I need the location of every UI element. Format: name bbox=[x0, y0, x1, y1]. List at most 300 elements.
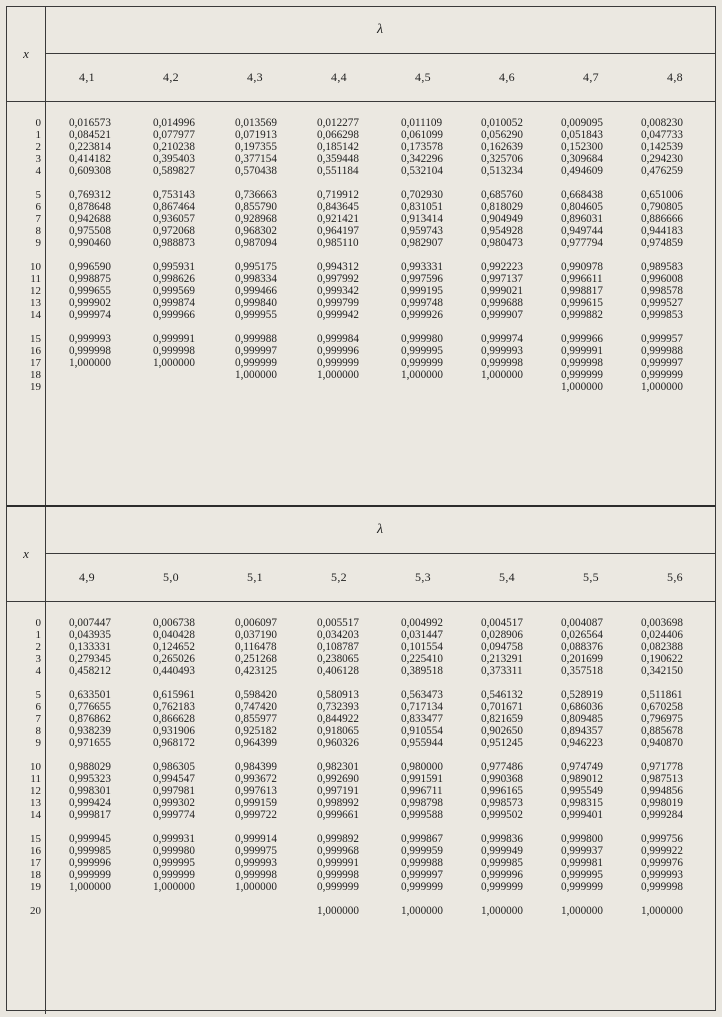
table-cell: 0,342150 bbox=[641, 665, 683, 677]
table-cell: 0,855977 bbox=[235, 713, 277, 725]
table-cell: 0,994856 bbox=[641, 785, 683, 797]
table-cell: 0,844922 bbox=[317, 713, 359, 725]
table-cell: 0,359448 bbox=[317, 153, 359, 165]
x-value: 13 bbox=[30, 297, 41, 309]
table-row bbox=[7, 617, 715, 629]
table-cell: 0,494609 bbox=[561, 165, 603, 177]
table-cell: 0,999021 bbox=[481, 285, 523, 297]
table-cell: 0,999999 bbox=[481, 881, 523, 893]
table-cell: 0,974859 bbox=[641, 237, 683, 249]
table-cell: 0,988029 bbox=[69, 761, 111, 773]
table-row bbox=[7, 833, 715, 845]
x-value: 14 bbox=[30, 809, 41, 821]
table-cell: 0,077977 bbox=[153, 129, 195, 141]
table-cell: 0,528919 bbox=[561, 689, 603, 701]
table-cell: 0,028906 bbox=[481, 629, 523, 641]
table-cell: 0,999867 bbox=[401, 833, 443, 845]
table-cell: 0,989583 bbox=[641, 261, 683, 273]
lambda-value-4: 5,2 bbox=[331, 569, 347, 584]
table-cell: 0,971778 bbox=[641, 761, 683, 773]
table-cell: 0,999966 bbox=[561, 333, 603, 345]
table-cell: 0,999722 bbox=[235, 809, 277, 821]
table-cell: 1,000000 bbox=[153, 357, 195, 369]
table-cell: 0,701671 bbox=[481, 701, 523, 713]
table-cell: 0,999995 bbox=[401, 345, 443, 357]
table-cell: 0,964399 bbox=[235, 737, 277, 749]
x-value: 18 bbox=[30, 869, 41, 881]
x-value: 17 bbox=[30, 857, 41, 869]
table-cell: 0,414182 bbox=[69, 153, 111, 165]
table-cell: 0,990368 bbox=[481, 773, 523, 785]
table-cell: 0,964197 bbox=[317, 225, 359, 237]
table-cell: 0,598420 bbox=[235, 689, 277, 701]
table-cell: 0,896031 bbox=[561, 213, 603, 225]
table-cell: 0,999997 bbox=[235, 345, 277, 357]
table-row bbox=[7, 141, 715, 153]
table-cell: 0,999502 bbox=[481, 809, 523, 821]
table-cell: 0,670258 bbox=[641, 701, 683, 713]
table-row bbox=[7, 857, 715, 869]
table-row bbox=[7, 701, 715, 713]
table-cell: 0,980473 bbox=[481, 237, 523, 249]
table-cell: 0,998798 bbox=[401, 797, 443, 809]
table-cell: 0,936057 bbox=[153, 213, 195, 225]
table-cell: 0,251268 bbox=[235, 653, 277, 665]
table-cell: 0,999774 bbox=[153, 809, 195, 821]
table-cell: 0,999424 bbox=[69, 797, 111, 809]
table-cell: 0,996711 bbox=[401, 785, 443, 797]
table-cell: 0,999748 bbox=[401, 297, 443, 309]
table-cell: 0,999993 bbox=[481, 345, 523, 357]
table-row bbox=[7, 381, 715, 393]
table-cell: 0,977486 bbox=[481, 761, 523, 773]
table-cell: 0,999995 bbox=[153, 857, 195, 869]
table-cell: 0,004087 bbox=[561, 617, 603, 629]
table-cell: 0,991591 bbox=[401, 773, 443, 785]
table-cell: 0,809485 bbox=[561, 713, 603, 725]
table-cell: 0,999957 bbox=[641, 333, 683, 345]
table-cell: 0,668438 bbox=[561, 189, 603, 201]
table-cell: 0,999966 bbox=[153, 309, 195, 321]
table-cell: 0,040428 bbox=[153, 629, 195, 641]
table-cell: 0,998301 bbox=[69, 785, 111, 797]
table-cell: 0,999945 bbox=[69, 833, 111, 845]
table-cell: 0,213291 bbox=[481, 653, 523, 665]
table-cell: 0,513234 bbox=[481, 165, 523, 177]
table-cell: 0,910554 bbox=[401, 725, 443, 737]
x-value: 19 bbox=[30, 881, 41, 893]
table-cell: 0,999975 bbox=[235, 845, 277, 857]
x-value: 18 bbox=[30, 369, 41, 381]
table-cell: 0,999998 bbox=[153, 345, 195, 357]
table-row bbox=[7, 797, 715, 809]
table-cell: 0,026564 bbox=[561, 629, 603, 641]
x-value: 7 bbox=[35, 713, 41, 725]
lambda-value-5: 5,3 bbox=[415, 569, 431, 584]
table-row bbox=[7, 297, 715, 309]
x-value: 16 bbox=[30, 845, 41, 857]
table-cell: 0,999799 bbox=[317, 297, 359, 309]
table-cell: 0,190622 bbox=[641, 653, 683, 665]
table-cell: 0,476259 bbox=[641, 165, 683, 177]
x-value: 1 bbox=[35, 129, 41, 141]
table-cell: 0,357518 bbox=[561, 665, 603, 677]
table-cell: 0,999999 bbox=[69, 869, 111, 881]
table-cell: 0,309684 bbox=[561, 153, 603, 165]
table-cell: 0,999985 bbox=[481, 857, 523, 869]
table-cell: 0,999401 bbox=[561, 809, 603, 821]
table-cell: 0,904949 bbox=[481, 213, 523, 225]
table-cell: 0,999988 bbox=[235, 333, 277, 345]
table-cell: 1,000000 bbox=[641, 905, 683, 917]
table-cell: 0,999688 bbox=[481, 297, 523, 309]
table-cell: 0,999836 bbox=[481, 833, 523, 845]
x-value: 12 bbox=[30, 785, 41, 797]
lambda-value-7: 5,5 bbox=[583, 569, 599, 584]
table-cell: 0,998019 bbox=[641, 797, 683, 809]
table-cell: 0,997981 bbox=[153, 785, 195, 797]
table-cell: 0,999926 bbox=[401, 309, 443, 321]
table-cell: 0,994547 bbox=[153, 773, 195, 785]
table-cell: 0,609308 bbox=[69, 165, 111, 177]
lambda-value-4: 4,4 bbox=[331, 69, 347, 84]
table-cell: 1,000000 bbox=[481, 369, 523, 381]
table-cell: 0,570438 bbox=[235, 165, 277, 177]
table-cell: 0,999937 bbox=[561, 845, 603, 857]
table-cell: 0,031447 bbox=[401, 629, 443, 641]
table-row bbox=[7, 905, 715, 917]
table-cell: 0,995549 bbox=[561, 785, 603, 797]
table-cell: 0,124652 bbox=[153, 641, 195, 653]
param-header-row bbox=[45, 553, 715, 602]
x-value: 14 bbox=[30, 309, 41, 321]
table-cell: 0,876862 bbox=[69, 713, 111, 725]
table-cell: 0,999882 bbox=[561, 309, 603, 321]
table-cell: 0,736663 bbox=[235, 189, 277, 201]
table-cell: 0,101554 bbox=[401, 641, 443, 653]
table-cell: 0,878648 bbox=[69, 201, 111, 213]
x-value: 2 bbox=[35, 641, 41, 653]
x-value: 0 bbox=[35, 617, 41, 629]
table-cell: 0,999991 bbox=[561, 345, 603, 357]
table-cell: 0,005517 bbox=[317, 617, 359, 629]
table-row bbox=[7, 809, 715, 821]
table-cell: 0,931906 bbox=[153, 725, 195, 737]
table-cell: 0,885678 bbox=[641, 725, 683, 737]
table-cell: 0,999840 bbox=[235, 297, 277, 309]
table-cell: 0,999756 bbox=[641, 833, 683, 845]
table-cell: 0,954928 bbox=[481, 225, 523, 237]
table-row bbox=[7, 737, 715, 749]
table-cell: 0,066298 bbox=[317, 129, 359, 141]
table-cell: 0,094758 bbox=[481, 641, 523, 653]
table-cell: 0,998578 bbox=[641, 285, 683, 297]
table-cell: 0,996165 bbox=[481, 785, 523, 797]
table-cell: 0,034203 bbox=[317, 629, 359, 641]
table-cell: 0,999942 bbox=[317, 309, 359, 321]
table-cell: 0,940870 bbox=[641, 737, 683, 749]
table-cell: 0,563473 bbox=[401, 689, 443, 701]
table-cell: 0,006097 bbox=[235, 617, 277, 629]
table-row bbox=[7, 665, 715, 677]
lambda-value-8: 4,8 bbox=[667, 69, 683, 84]
table-cell: 0,999914 bbox=[235, 833, 277, 845]
table-cell: 0,685760 bbox=[481, 189, 523, 201]
x-value: 15 bbox=[30, 833, 41, 845]
table-cell: 0,004517 bbox=[481, 617, 523, 629]
x-value: 3 bbox=[35, 653, 41, 665]
table-row bbox=[7, 189, 715, 201]
table-row bbox=[7, 369, 715, 381]
table-cell: 0,977794 bbox=[561, 237, 603, 249]
x-value: 5 bbox=[35, 189, 41, 201]
table-cell: 0,589827 bbox=[153, 165, 195, 177]
table-cell: 0,993672 bbox=[235, 773, 277, 785]
x-value: 16 bbox=[30, 345, 41, 357]
table-cell: 0,551184 bbox=[317, 165, 359, 177]
lambda-value-8: 5,6 bbox=[667, 569, 683, 584]
table-cell: 0,986305 bbox=[153, 761, 195, 773]
table-cell: 0,999999 bbox=[153, 869, 195, 881]
table-cell: 0,373311 bbox=[481, 665, 523, 677]
x-value: 9 bbox=[35, 237, 41, 249]
table-cell: 0,071913 bbox=[235, 129, 277, 141]
table-cell: 0,999984 bbox=[317, 333, 359, 345]
table-row bbox=[7, 153, 715, 165]
table-row bbox=[7, 653, 715, 665]
table-cell: 0,051843 bbox=[561, 129, 603, 141]
table-cell: 0,938239 bbox=[69, 725, 111, 737]
table-cell: 0,511861 bbox=[641, 689, 683, 701]
table-row bbox=[7, 333, 715, 345]
table-cell: 0,999999 bbox=[561, 369, 603, 381]
x-value: 9 bbox=[35, 737, 41, 749]
table-cell: 0,996590 bbox=[69, 261, 111, 273]
table-cell: 0,999527 bbox=[641, 297, 683, 309]
table-cell: 0,999999 bbox=[641, 369, 683, 381]
table-cell: 0,960326 bbox=[317, 737, 359, 749]
table-cell: 0,999999 bbox=[317, 881, 359, 893]
table-cell: 0,010052 bbox=[481, 117, 523, 129]
table-cell: 0,867464 bbox=[153, 201, 195, 213]
table-cell: 0,992690 bbox=[317, 773, 359, 785]
table-cell: 0,999907 bbox=[481, 309, 523, 321]
table-cell: 0,003698 bbox=[641, 617, 683, 629]
table-cell: 1,000000 bbox=[69, 881, 111, 893]
lambda-value-5: 4,5 bbox=[415, 69, 431, 84]
table-cell: 0,999999 bbox=[561, 881, 603, 893]
table-cell: 0,998573 bbox=[481, 797, 523, 809]
table-cell: 0,201699 bbox=[561, 653, 603, 665]
table-cell: 0,999342 bbox=[317, 285, 359, 297]
table-cell: 0,016573 bbox=[69, 117, 111, 129]
lambda-value-7: 4,7 bbox=[583, 69, 599, 84]
x-value: 11 bbox=[30, 773, 41, 785]
table-cell: 0,855790 bbox=[235, 201, 277, 213]
x-value: 20 bbox=[30, 905, 41, 917]
table-row bbox=[7, 629, 715, 641]
table-cell: 0,999999 bbox=[401, 357, 443, 369]
table-cell: 0,532104 bbox=[401, 165, 443, 177]
table-cell: 0,999993 bbox=[641, 869, 683, 881]
page bbox=[6, 6, 716, 1011]
table-cell: 0,014996 bbox=[153, 117, 195, 129]
x-value: 12 bbox=[30, 285, 41, 297]
table-cell: 0,975508 bbox=[69, 225, 111, 237]
table-cell: 0,999615 bbox=[561, 297, 603, 309]
x-value: 13 bbox=[30, 797, 41, 809]
table-cell: 0,818029 bbox=[481, 201, 523, 213]
table-row bbox=[7, 725, 715, 737]
table-cell: 1,000000 bbox=[401, 905, 443, 917]
table-cell: 0,999195 bbox=[401, 285, 443, 297]
table-cell: 0,999999 bbox=[317, 357, 359, 369]
table-cell: 0,918065 bbox=[317, 725, 359, 737]
table-cell: 0,223814 bbox=[69, 141, 111, 153]
table-row bbox=[7, 881, 715, 893]
table-row bbox=[7, 869, 715, 881]
table-cell: 0,894357 bbox=[561, 725, 603, 737]
table-row bbox=[7, 713, 715, 725]
table-cell: 0,012277 bbox=[317, 117, 359, 129]
table-cell: 0,999588 bbox=[401, 809, 443, 821]
table-cell: 0,942688 bbox=[69, 213, 111, 225]
table-cell: 0,955944 bbox=[401, 737, 443, 749]
table-cell: 0,325706 bbox=[481, 153, 523, 165]
table-cell: 0,377154 bbox=[235, 153, 277, 165]
table-cell: 0,615961 bbox=[153, 689, 195, 701]
table-cell: 0,997992 bbox=[317, 273, 359, 285]
table-cell: 0,968302 bbox=[235, 225, 277, 237]
table-cell: 0,152300 bbox=[561, 141, 603, 153]
table-cell: 0,980000 bbox=[401, 761, 443, 773]
table-cell: 0,011109 bbox=[401, 117, 443, 129]
table-cell: 0,999817 bbox=[69, 809, 111, 821]
x-value: 10 bbox=[30, 261, 41, 273]
table-cell: 0,999985 bbox=[69, 845, 111, 857]
table-row bbox=[7, 761, 715, 773]
table-cell: 0,913414 bbox=[401, 213, 443, 225]
table-cell: 0,197355 bbox=[235, 141, 277, 153]
table-cell: 0,061099 bbox=[401, 129, 443, 141]
table-cell: 0,999997 bbox=[401, 869, 443, 881]
table-cell: 0,294230 bbox=[641, 153, 683, 165]
table-cell: 0,006738 bbox=[153, 617, 195, 629]
table-cell: 0,769312 bbox=[69, 189, 111, 201]
table-cell: 0,990460 bbox=[69, 237, 111, 249]
table-cell: 0,995931 bbox=[153, 261, 195, 273]
lambda-value-3: 5,1 bbox=[247, 569, 263, 584]
table-cell: 0,342296 bbox=[401, 153, 443, 165]
table-cell: 0,999968 bbox=[317, 845, 359, 857]
table-cell: 0,984399 bbox=[235, 761, 277, 773]
x-value: 15 bbox=[30, 333, 41, 345]
table-cell: 0,993331 bbox=[401, 261, 443, 273]
table-cell: 0,142539 bbox=[641, 141, 683, 153]
table-cell: 0,999976 bbox=[641, 857, 683, 869]
table-cell: 0,995175 bbox=[235, 261, 277, 273]
x-value: 8 bbox=[35, 225, 41, 237]
table-cell: 0,999998 bbox=[69, 345, 111, 357]
table-cell: 0,037190 bbox=[235, 629, 277, 641]
table-row bbox=[7, 273, 715, 285]
table-row bbox=[7, 201, 715, 213]
table-cell: 0,999974 bbox=[69, 309, 111, 321]
table-cell: 0,999284 bbox=[641, 809, 683, 821]
table-cell: 0,043935 bbox=[69, 629, 111, 641]
table-row bbox=[7, 845, 715, 857]
table-cell: 0,999661 bbox=[317, 809, 359, 821]
table-cell: 0,968172 bbox=[153, 737, 195, 749]
table-cell: 0,999949 bbox=[481, 845, 523, 857]
table-cell: 0,999998 bbox=[481, 357, 523, 369]
lambda-header: λ bbox=[45, 507, 715, 554]
table-row bbox=[7, 261, 715, 273]
table-cell: 0,925182 bbox=[235, 725, 277, 737]
table-cell: 1,000000 bbox=[561, 905, 603, 917]
table-cell: 0,995323 bbox=[69, 773, 111, 785]
table-cell: 0,997191 bbox=[317, 785, 359, 797]
table-cell: 0,988873 bbox=[153, 237, 195, 249]
table-cell: 0,047733 bbox=[641, 129, 683, 141]
table-cell: 0,686036 bbox=[561, 701, 603, 713]
table-cell: 0,762183 bbox=[153, 701, 195, 713]
table-cell: 0,732393 bbox=[317, 701, 359, 713]
table-row bbox=[7, 309, 715, 321]
table-cell: 0,999999 bbox=[401, 881, 443, 893]
table-cell: 0,999466 bbox=[235, 285, 277, 297]
table-cell: 0,998334 bbox=[235, 273, 277, 285]
table-cell: 0,999999 bbox=[235, 357, 277, 369]
table-row bbox=[7, 225, 715, 237]
table-row bbox=[7, 773, 715, 785]
table-cell: 0,458212 bbox=[69, 665, 111, 677]
x-value: 1 bbox=[35, 629, 41, 641]
table-cell: 0,987513 bbox=[641, 773, 683, 785]
table-cell: 0,997613 bbox=[235, 785, 277, 797]
x-value: 6 bbox=[35, 701, 41, 713]
lambda-value-1: 4,9 bbox=[79, 569, 95, 584]
table-cell: 0,580913 bbox=[317, 689, 359, 701]
table-cell: 0,985110 bbox=[317, 237, 359, 249]
table-cell: 0,998875 bbox=[69, 273, 111, 285]
table-cell: 1,000000 bbox=[235, 881, 277, 893]
table-cell: 0,162639 bbox=[481, 141, 523, 153]
table-cell: 0,265026 bbox=[153, 653, 195, 665]
table-cell: 0,972068 bbox=[153, 225, 195, 237]
table-cell: 1,000000 bbox=[401, 369, 443, 381]
table-cell: 0,999892 bbox=[317, 833, 359, 845]
table-cell: 0,173578 bbox=[401, 141, 443, 153]
table-cell: 0,088376 bbox=[561, 641, 603, 653]
table-cell: 0,886666 bbox=[641, 213, 683, 225]
table-cell: 0,997596 bbox=[401, 273, 443, 285]
x-value: 0 bbox=[35, 117, 41, 129]
table-cell: 0,921421 bbox=[317, 213, 359, 225]
table-row bbox=[7, 129, 715, 141]
lambda-value-2: 5,0 bbox=[163, 569, 179, 584]
lambda-value-3: 4,3 bbox=[247, 69, 263, 84]
table-cell: 0,719912 bbox=[317, 189, 359, 201]
table-cell: 0,999981 bbox=[561, 857, 603, 869]
table-cell: 0,999998 bbox=[235, 869, 277, 881]
table-cell: 0,999980 bbox=[153, 845, 195, 857]
table-cell: 0,999800 bbox=[561, 833, 603, 845]
table-cell: 0,998315 bbox=[561, 797, 603, 809]
table-cell: 0,999993 bbox=[69, 333, 111, 345]
table-cell: 0,982301 bbox=[317, 761, 359, 773]
table-cell: 0,133331 bbox=[69, 641, 111, 653]
